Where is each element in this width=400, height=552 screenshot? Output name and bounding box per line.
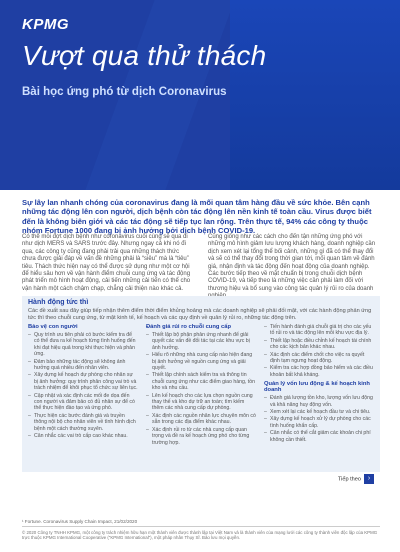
list-item: – Xem xét lại các kế hoạch đầu tư và chi tiêu. [270,409,374,415]
list-item: – Tiến hành đánh giá chuỗi giá trị cho các yếu tố rủi ro và tác động lên mỗi khu vực địa lý. [270,324,374,337]
arrow-right-icon[interactable]: › [364,474,374,484]
column-heading: Đánh giá rủi ro chuỗi cung cấp [146,324,232,330]
panel-columns [28,324,374,449]
list-item: – Đánh giá lượng tồn kho, lượng vốn lưu động và khả năng huy động vốn. [270,395,374,408]
next-page-link[interactable] [338,474,374,484]
column-heading: Quản lý vốn lưu động & kế hoạch kinh doanh [264,381,370,394]
list-item: – Thiết lập chính sách kiểm tra và thông tin chuỗi cung ứng như các điểm giao hàng, tồn kho và nhu cầu. [152,372,256,391]
list-item: – Cập nhật và xác định các mối đe dọa đến con người và đảm bảo có đủ nhân sự để có thể thực hiện đào tạo và ứng phó. [34,393,138,412]
body-columns [22,234,380,301]
capital-list [264,395,374,443]
next-label: Tiếp theo [337,476,361,483]
list-item: – Cân nhắc các vai trò cấp cao khác nhau. [34,433,138,439]
divider [22,526,380,527]
list-item: – Quy trình ưu tiên phải có bước kiểm tra để có thể đưa ra kế hoạch từng tình huống đến khi đạt hiệu quả trong khi thực hiện và phản ứng. [34,332,138,358]
panel-column-people [28,324,138,449]
list-item: – Hiểu rõ những nhà cung cấp nào hiện đang bị ảnh hưởng về nguồn cung ứng và giải quyết. [152,352,256,371]
list-item: – Lên kế hoạch cho các lựa chọn nguồn cung thay thế và kho dự trữ an toàn; tìm kiếm thêm các nhà cung cấp dự phòng. [152,393,256,412]
list-item: – Xây dựng kế hoạch xử lý dự phòng cho các tình huống khẩn cấp. [270,416,374,429]
page-subtitle: Bài học ứng phó từ dịch Coronavirus [22,86,227,98]
copyright: © 2020 Công ty TNHH KPMG, một công ty trách nhiệm hữu hạn một thành viên được thành lập tại Việt Nam và là thành viên của mạng lưới các công ty thành viên độc lập của KPMG trực thuộc KPMG International Cooperative (“KPMG International”), một pháp nhân Thụy Sĩ. Bảo lưu mọi quyền. [22,530,378,541]
list-item: – Thực hiện các bước đánh giá và truyền thông nội bộ cho nhân viên về tình hình dịch bệnh một cách thường xuyên. [34,413,138,432]
body-column-left: Có thể mỗi đợt dịch bệnh như coronavirus cuối cùng sẽ qua đi như dịch MERS và SARS trước đây. Nhưng ngay cả khi nó đi qua, các công ty cũng đang phải trải qua những thách thức chưa được giải đáp về vấn đề những phải là “siêu” mà là “tiêu” tiêu. Thách thức hiện nay có thể được sử dụng như một cơ hội để hiểu sâu hơn về vận hành điểm chuỗi cung ứng và tác động phát triển mô hình hoạt động, cải tiến những cải tiến có thể cho vận hành một cách chậm chạp, chẳng cải thiện nào khác cả. [22,234,191,292]
kpmg-logo: KPMG [22,16,69,33]
list-item: – Thiết lập hoặc điều chỉnh kế hoạch tài chính cho các kịch bản khác nhau. [270,338,374,351]
list-item: – Xác định rủi ro từ các nhà cung cấp quan trọng và đề ra kế hoạch ứng phó cho từng trường hợp. [152,427,256,446]
panel-column-supply [146,324,256,449]
people-list [28,332,138,440]
banner-shade [230,0,400,190]
list-item: – Kiểm tra các hợp đồng bảo hiểm và các điều khoản bất khả kháng. [270,365,374,378]
list-item: – Đảm bảo những tác động sẽ không ảnh hưởng quá nhiều đến nhân viên. [34,359,138,372]
list-item: – Cân nhắc có thể cắt giảm các khoản chi phí không cần thiết. [270,430,374,443]
panel-column-capital [264,324,374,449]
panel-intro: Các đề xuất sau đây giúp tiếp nhận thêm điểm thời điểm khủng hoảng mà các doanh nghiệp sẽ phải đối mặt, với các hành động phản ứng tức thì theo chuỗi cung ứng, từ mặt kinh tế, kế hoạch và các quy định về quản lý rủi ro, những tác động trên. [28,308,372,321]
list-item: – Xác định các điểm chốt cho việc ra quyết định tạm ngưng hoạt động. [270,352,374,365]
body-column-right: Cũng giống như các cách cho đến tận những ứng phó với những mô hình giảm lưu lượng khách hàng, doanh nghiệp cần dịch xem xét lại tổng thể bối cảnh, những gì đã có thể thay đổi và sẽ có thể thay đổi trong thời gian tới, mối quan tâm về đánh giá, nhận định và tác động đến hoạt động của doanh nghiệp. Các bước tiếp theo về mặt chuẩn bị trong chuỗi dịch bệnh COVID-19, và tiếp theo là những việc cần phải làm đối với thương hiệu và bổ sung vào công tác quản lý rủi ro của doanh [208,234,376,292]
supply-list [146,332,256,446]
risk-list [264,324,374,378]
page-title: Vượt qua thử thách [22,40,267,71]
list-item: – Thiết lập bộ phận phản ứng nhanh để giải quyết các vấn đề đối tác tại các khu vực bị ảnh hưởng. [152,332,256,351]
intro-paragraph: Sự lây lan nhanh chóng của coronavirus đang là mối quan tâm hàng đầu về sức khỏe. Bên cạnh những tác động lên con người, dịch bệnh còn tác động lên nền kinh tế toàn cầu. Virus được biết đến là không biên giới và các tác động sẽ tiếp tục lan rộng. Trên thực tế, 94% các công ty thuộc nhóm Fortune 1000 đang bị ảnh hưởng bởi dịch bệnh COVID-19. [22,198,372,236]
panel-title: Hành động tức thì [28,299,89,306]
column-heading: Bảo vệ con người [28,324,78,330]
footnote: ¹ Fortune. Coronavirus Supply Chain Impact, 21/02/2020 [22,519,138,524]
hero-banner [0,0,400,190]
list-item: – Xác định các nguồn nhân lực chuyên môn có sẵn trong các địa điểm khác nhau. [152,413,256,426]
actions-panel [22,296,380,472]
list-item: – Xây dựng kế hoạch dự phòng cho nhân sự bị ảnh hưởng: quy trình phân công vai trò và trách nhiệm để khôi phục tổ chức sự liên tục. [34,372,138,391]
